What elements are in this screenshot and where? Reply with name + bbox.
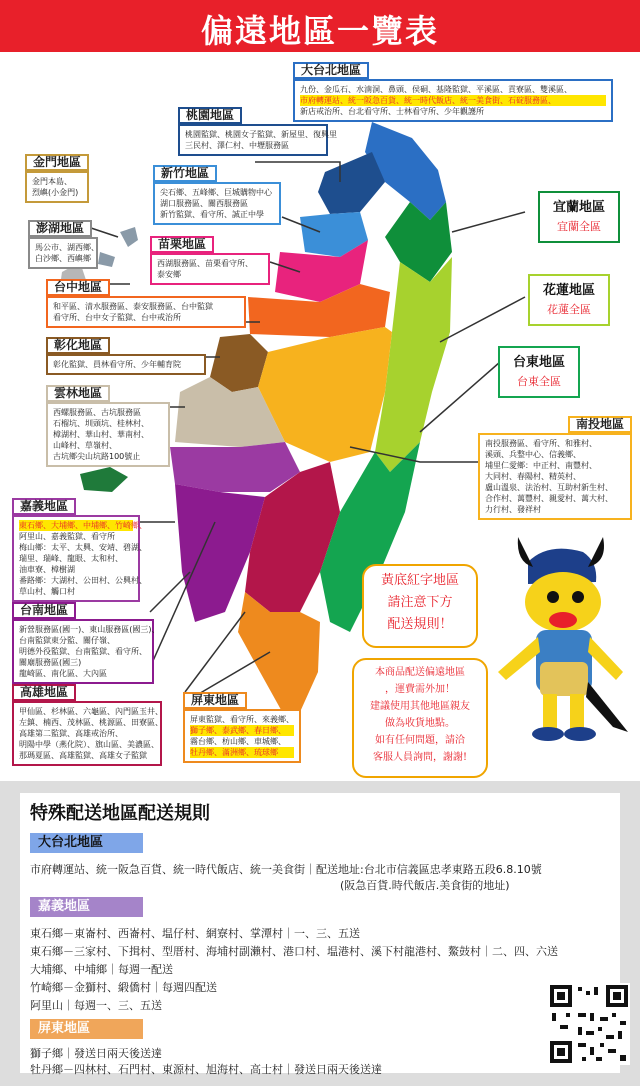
label-taitung-body: 台東全區 bbox=[517, 375, 561, 388]
tainan-line-4: 關廟服務區(國三) bbox=[19, 658, 82, 667]
chiayi-line-7: 草山村、觸口村 bbox=[19, 587, 75, 596]
label-hualien bbox=[528, 274, 610, 326]
label-taichung-body bbox=[46, 296, 246, 328]
nantou-line-2: 溪頭、兵整中心、信義鄉、 bbox=[485, 450, 581, 459]
shipping-line-4: 做為收貨地點。 bbox=[385, 718, 455, 729]
nantou-line-3: 埔里仁愛鄉：中正村、南豐村、 bbox=[485, 461, 597, 470]
label-taipei bbox=[293, 62, 613, 122]
pingtung-line-2: 獅子鄉、泰武鄉、春日鄉、 bbox=[190, 725, 294, 736]
chiayi-line-4: 瑞里、瑞峰、龍眼、太和村、 bbox=[19, 554, 123, 563]
label-hsinchu-body bbox=[153, 182, 281, 225]
taichung-line-2: 看守所、台中女子監獄、台中戒治所 bbox=[53, 313, 181, 322]
label-penghu bbox=[28, 220, 98, 269]
mascot-illustration bbox=[488, 522, 633, 752]
label-yilan-body: 宜蘭全區 bbox=[557, 220, 601, 233]
kaohsiung-line-2: 左鎮、楠西、茂林區、桃源區、田寮區、 bbox=[19, 718, 163, 727]
kaohsiung-line-5: 那瑪夏區、高雄監獄、高雄女子監獄 bbox=[19, 751, 147, 760]
label-taichung bbox=[46, 279, 246, 328]
yunlin-line-1: 西螺服務區、古坑服務區 bbox=[53, 408, 141, 417]
rules-panel bbox=[0, 781, 640, 1086]
label-yunlin-title: 雲林地區 bbox=[46, 385, 110, 402]
label-hualien-body: 花蓮全區 bbox=[547, 303, 591, 316]
penghu-line-2: 白沙鄉、西嶼鄉 bbox=[35, 254, 91, 263]
label-taoyuan bbox=[178, 107, 337, 156]
rules-pingtung-line-1: 獅子鄉｜發送日兩天後送達 bbox=[30, 1047, 162, 1060]
hsinchu-line-1: 尖石鄉、五峰鄉、巨城購物中心 bbox=[160, 188, 272, 197]
rules-pingtung-line-2: 牡丹鄉－四林村、石門村、東源村、旭海村、高士村｜發送日兩天後送達 bbox=[30, 1063, 382, 1076]
label-nantou-title: 南投地區 bbox=[568, 416, 632, 433]
shipping-line-2: ，運費需外加！ bbox=[385, 684, 455, 695]
shipping-line-3: 建議使用其他地區親友 bbox=[370, 701, 470, 712]
kinmen-line-1: 金門本島、 bbox=[32, 177, 72, 186]
label-chiayi-title: 嘉義地區 bbox=[12, 498, 76, 515]
pingtung-line-4: 牡丹鄉、滿洲鄉、琉球鄉 bbox=[190, 747, 294, 758]
label-kinmen bbox=[25, 154, 89, 203]
label-kinmen-title: 金門地區 bbox=[25, 154, 89, 171]
label-miaoli-title: 苗栗地區 bbox=[150, 236, 214, 253]
nantou-line-4: 大同村、春陽村、精英村、 bbox=[485, 472, 581, 481]
pingtung-line-1: 屏東監獄、看守所、來義鄉、 bbox=[190, 715, 294, 724]
rules-section-chiayi-title: 嘉義地區 bbox=[30, 897, 143, 917]
tainan-line-1: 新營服務區(國一)、東山服務區(國三)、 bbox=[19, 625, 160, 634]
chiayi-line-3: 梅山鄉：太平、太興、安靖、碧湖、 bbox=[19, 543, 147, 552]
label-yilan bbox=[538, 191, 620, 243]
map-area bbox=[0, 52, 640, 780]
label-pingtung-title: 屏東地區 bbox=[183, 692, 247, 709]
notice-bubble bbox=[362, 564, 478, 648]
label-taoyuan-body bbox=[178, 124, 337, 156]
label-nantou-body bbox=[478, 433, 632, 520]
kaohsiung-line-3: 高雄第二監獄、高雄戒治所、 bbox=[19, 729, 123, 738]
page-title: 偏遠地區一覽表 bbox=[200, 12, 439, 50]
label-yunlin bbox=[46, 385, 170, 467]
notice-line-2: 請注意下方 bbox=[387, 595, 453, 610]
rules-chiayi-line-4: 竹崎鄉－金獅村、緞僑村｜每週四配送 bbox=[30, 981, 217, 994]
penghu-line-1: 馬公市、湖西鄉、 bbox=[35, 243, 99, 252]
label-taipei-body bbox=[293, 79, 613, 122]
tainan-line-5: 龍崎區、南化區、大內區 bbox=[19, 669, 107, 678]
miaoli-line-1: 西湖服務區、苗栗看守所、 bbox=[157, 259, 253, 268]
rules-taipei-line-2: (阪急百貨.時代飯店.美食街的地址) bbox=[340, 879, 510, 892]
shipping-bubble bbox=[352, 658, 488, 778]
pingtung-line-3: 霧台鄉、枋山鄉、車城鄉、 bbox=[190, 737, 286, 746]
label-taitung-title: 台東地區 bbox=[512, 355, 565, 370]
rules-section-pingtung-title: 屏東地區 bbox=[30, 1019, 143, 1039]
label-kaohsiung bbox=[12, 684, 162, 766]
yunlin-line-2: 石榴坑、圳頭坑、桂林村、 bbox=[53, 419, 149, 428]
label-chiayi-body bbox=[12, 515, 147, 602]
label-penghu-body bbox=[28, 237, 98, 269]
changhua-line-1: 彰化監獄、員林看守所、少年輔育院 bbox=[53, 360, 181, 369]
label-taitung bbox=[498, 346, 580, 398]
label-taipei-title: 大台北地區 bbox=[293, 62, 369, 79]
tainan-line-3: 明德外役監獄、台南監獄、看守所、 bbox=[19, 647, 147, 656]
region-chiayi bbox=[170, 442, 300, 492]
chiayi-line-5: 油車寮、樟樹湖 bbox=[19, 565, 75, 574]
yunlin-line-4: 山峰村、草嶺村、 bbox=[53, 441, 117, 450]
nantou-line-1: 南投服務區、看守所、和雅村、 bbox=[485, 439, 597, 448]
chiayi-line-6: 番路鄉：大湖村、公田村、公興村、 bbox=[19, 576, 147, 585]
rules-taipei-line-1: 市府轉運站、統一阪急百貨、統一時代飯店、統一美食街｜配送地址:台北市信義區忠孝東路五段6.8.10號 bbox=[30, 863, 542, 876]
miaoli-line-2: 泰安鄉 bbox=[157, 270, 181, 279]
taoyuan-line-1: 桃園監獄、桃園女子監獄、新屋里、復興里 bbox=[185, 130, 337, 139]
nantou-line-5: 盧山溫泉、法治村、互助村新生村、 bbox=[485, 483, 613, 492]
label-yilan-title: 宜蘭地區 bbox=[552, 200, 605, 215]
label-hsinchu-title: 新竹地區 bbox=[153, 165, 217, 182]
notice-line-3: 配送規則！ bbox=[387, 617, 453, 632]
label-nantou bbox=[478, 416, 632, 520]
label-penghu-title: 澎湖地區 bbox=[28, 220, 92, 237]
chiayi-line-1: 東石鄉、大埔鄉、中埔鄉、竹崎鄉、 bbox=[19, 521, 147, 530]
shipping-line-5: 如有任何問題，請洽 bbox=[375, 735, 465, 746]
rules-chiayi-line-2: 東石鄉－三家村、下揖村、型厝村、海埔村副瀨村、港口村、塭港村、溪下村龍港村、鰲鼓村｜二、四、六送 bbox=[30, 945, 558, 958]
shipping-line-6: 客服人員詢問，謝謝! bbox=[372, 752, 468, 763]
kaohsiung-line-4: 明陽中學（燕化院）、旗山區、美濃區、 bbox=[19, 740, 159, 749]
taipei-line-1: 九份、金瓜石、水湳洞、鼻頭、侯硐、基隆監獄、平溪區、貢寮區、雙溪區、 bbox=[300, 85, 572, 94]
tainan-line-2: 台南監獄東分監、關仔嶺、 bbox=[19, 636, 115, 645]
rules-card bbox=[20, 793, 620, 1076]
label-tainan-body bbox=[12, 619, 160, 684]
label-pingtung-body bbox=[183, 709, 301, 763]
label-miaoli bbox=[150, 236, 270, 285]
label-kaohsiung-body bbox=[12, 701, 162, 766]
label-hsinchu bbox=[153, 165, 281, 225]
rules-section-taipei-title: 大台北地區 bbox=[30, 833, 143, 853]
label-pingtung bbox=[183, 692, 301, 763]
header-banner bbox=[0, 0, 640, 52]
hsinchu-line-3: 新竹監獄、看守所、誠正中學 bbox=[160, 210, 264, 219]
label-changhua-title: 彰化地區 bbox=[46, 337, 110, 354]
label-chiayi bbox=[12, 498, 147, 602]
label-taoyuan-title: 桃園地區 bbox=[178, 107, 242, 124]
nantou-line-6: 合作村、萬豐村、親愛村、萬大村、 bbox=[485, 494, 613, 503]
label-tainan-title: 台南地區 bbox=[12, 602, 76, 619]
label-kaohsiung-title: 高雄地區 bbox=[12, 684, 76, 701]
hsinchu-line-2: 湖口服務區、關西服務區 bbox=[160, 199, 248, 208]
nantou-line-7: 力行村、發祥村 bbox=[485, 505, 541, 514]
yunlin-line-3: 樟湖村、華山村、華南村、 bbox=[53, 430, 149, 439]
label-kinmen-body bbox=[25, 171, 89, 203]
taichung-line-1: 和平區、清水服務區、泰安服務區、台中監獄 bbox=[53, 302, 213, 311]
qr-code bbox=[548, 983, 630, 1065]
kaohsiung-line-1: 甲仙區、杉林區、六龜區、內門區玉井、 bbox=[19, 707, 163, 716]
shipping-line-1: 本商品配送偏遠地區 bbox=[375, 667, 465, 678]
label-changhua bbox=[46, 337, 206, 375]
label-tainan bbox=[12, 602, 160, 684]
chiayi-line-2: 阿里山、嘉義監獄、看守所 bbox=[19, 532, 115, 541]
rules-chiayi-line-5: 阿里山｜每週一、三、五送 bbox=[30, 999, 162, 1012]
rules-chiayi-line-1: 東石鄉－東崙村、西崙村、塭仔村、網寮村、掌潭村｜一、三、五送 bbox=[30, 927, 360, 940]
kinmen-line-2: 烈嶼(小金門) bbox=[32, 188, 79, 197]
rules-title: 特殊配送地區配送規則 bbox=[30, 803, 210, 824]
taipei-line-3: 新店戒治所、台北看守所、士林看守所、少年觀護所 bbox=[300, 107, 484, 116]
label-changhua-body bbox=[46, 354, 206, 375]
label-yunlin-body bbox=[46, 402, 170, 467]
label-taichung-title: 台中地區 bbox=[46, 279, 110, 296]
islet-shape bbox=[80, 467, 128, 492]
taoyuan-line-2: 三民村、澤仁村、中壢服務區 bbox=[185, 141, 289, 150]
yunlin-line-5: 古坑鄉尖山坑路100號止 bbox=[53, 452, 141, 461]
notice-line-1: 黃底紅字地區 bbox=[380, 573, 459, 588]
taipei-line-2: 市府轉運站、統一阪急百貨、統一時代飯店、統一美食街、石碇服務區、 bbox=[300, 95, 606, 106]
label-hualien-title: 花蓮地區 bbox=[542, 283, 595, 298]
rules-chiayi-line-3: 大埔鄉、中埔鄉｜每週一配送 bbox=[30, 963, 173, 976]
